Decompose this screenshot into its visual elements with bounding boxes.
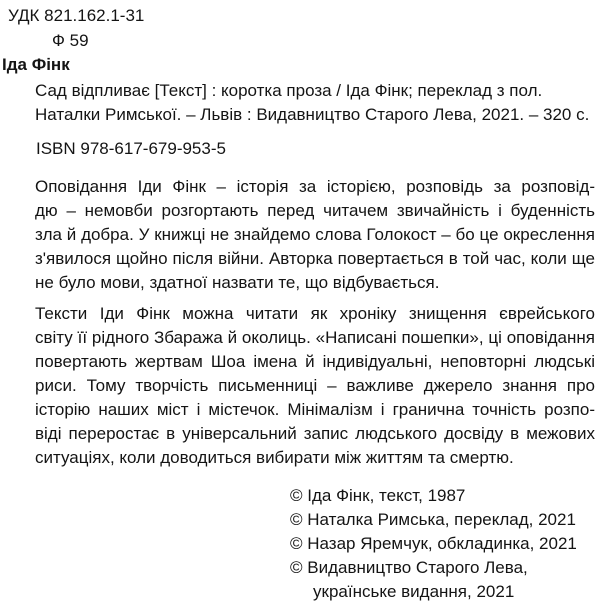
- annotation-line: Оповідання Іди Фінк – історія за історією, розповідь за розповід-: [35, 177, 595, 196]
- annotation-line: віді переростає в універсальний запис людського досвіду в межових: [35, 424, 595, 443]
- annotation-line: не було мови, здатної назвати те, що відбувається.: [35, 273, 440, 292]
- copyright-line: © Іда Фінк, текст, 1987: [290, 486, 466, 505]
- annotation-line: зла й добра. У книжці не знайдемо слова Голокост – бо це окреслення: [35, 225, 595, 244]
- copyright-block: [290, 484, 577, 604]
- biblio-line: Наталки Римської. – Львів : Видавництво Старого Лева, 2021. – 320 с.: [35, 105, 590, 124]
- author-sign: Ф 59: [52, 31, 89, 50]
- copyright-line: © Назар Яремчук, обкладинка, 2021: [290, 534, 577, 553]
- copyright-line: © Наталка Римська, переклад, 2021: [290, 510, 576, 529]
- biblio-line: Сад відпливає [Текст] : коротка проза / Іда Фінк; переклад з пол.: [35, 81, 543, 100]
- udk-code: УДК 821.162.1-31: [8, 6, 145, 25]
- bibliographic-description: [35, 79, 595, 127]
- annotation-line: ситуаціях, коли доводиться вибирати між життям та смертю.: [35, 448, 514, 467]
- author-heading: Іда Фінк: [2, 55, 70, 74]
- copyright-line: українське видання, 2021: [313, 582, 515, 601]
- annotation-line: Тексти Іди Фінк можна читати як хроніку знищення єврейського: [35, 304, 595, 323]
- copyright-line: © Видавництво Старого Лева,: [290, 558, 528, 577]
- annotation-line: з'явилося щойно після війни. Авторка повертається в той час, коли ще: [35, 249, 595, 268]
- annotation-line: історію наших міст і містечок. Мінімалізм і гранична точність розпо-: [35, 400, 595, 419]
- annotation: [35, 175, 595, 470]
- annotation-line: дю – немовби розгортають перед читачем звичайність і буденність: [35, 201, 595, 220]
- annotation-line: риси. Тому творчість письменниці – важливе джерело знання про: [35, 376, 595, 395]
- annotation-line: повертають жертвам Шоа імена й індивідуальні, неповторні людські: [35, 352, 595, 371]
- isbn: ISBN 978-617-679-953-5: [36, 139, 226, 158]
- annotation-line: світу її рідного Збаража й околиць. «Написані пошепки», ці оповідання: [35, 328, 595, 347]
